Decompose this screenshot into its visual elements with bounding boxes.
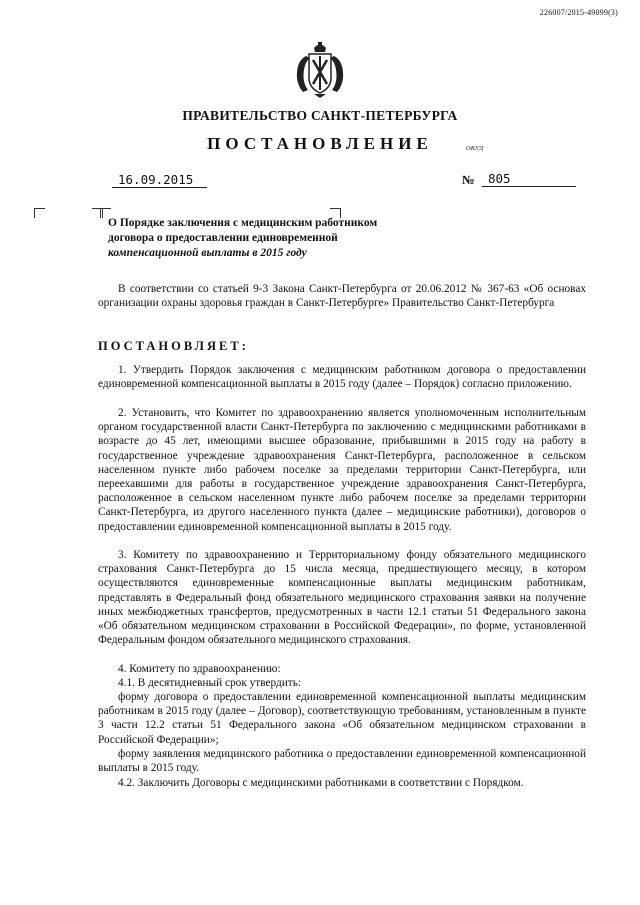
paragraph-2: 2. Установить, что Комитет по здравоохранению является уполномоченным исполнительным органом государственной власти Санкт-Петербурга по заключению с медицинскими работниками в возрасте до 45 лет, имеющими высшее образование, прибывшими в 2015 году на работу в государственное учреждение здравоохранения Санкт-Петербурга, расположенное в сельском населенном пункте либо рабочем поселке за пределами территории Санкт-Петербурга, или переехавшими для работы в государственное учреждение здравоохранения Санкт-Петербурга, расположенное в сельском населенном пункте либо рабочем поселке за пределами территории Санкт-Петербурга, из другого населенного пункта (далее – медицинские работники), договоров о предоставлении единовременной компенсационной выплаты в 2015 году. xyxy=(98,407,586,533)
paragraph-4-2: 4.2. Заключить Договоры с медицинскими работниками в соответствии с Порядком. xyxy=(118,777,524,789)
paragraph-1: 1. Утвердить Порядок заключения с медицинским работником договора о предоставлении единовременной компенсационной выплаты в 2015 году (далее – Порядок) согласно приложению. xyxy=(98,364,586,391)
paragraph-4-1-application-form: форму заявления медицинского работника о предоставлении единовременной компенсационной выплаты в 2015 году. xyxy=(98,748,586,775)
decree-date: 16.09.2015 xyxy=(112,172,207,188)
coat-of-arms-emblem xyxy=(292,40,348,98)
decree-number: 805 xyxy=(482,171,576,187)
resolves-heading: ПОСТАНОВЛЯЕТ: xyxy=(98,339,249,353)
paragraph-3: 3. Комитету по здравоохранению и Территориальному фонду обязательного медицинского страхования Санкт-Петербурга до 15 числа месяца, предшествующего месяцу, в котором осуществляются единовременные компенсационные выплаты медицинским работникам, представлять в Федеральный фонд обязательного медицинского страхования заявки на получение иных межбюджетных трансфертов, предусмотренных в части 12.1 статьи 51 Федерального закона «Об обязательном медицинском страховании в Российской Федерации», по форме, установленной Федеральным фондом обязательного медицинского страхования. xyxy=(98,549,586,647)
decree-title-line-2: договора о предоставлении единовременной xyxy=(108,232,338,244)
decree-number-label: № xyxy=(462,173,475,187)
paragraph-4-1: 4.1. В десятидневный срок утвердить: xyxy=(118,677,302,689)
decree-title-line-1: О Порядке заключения с медицинским работником xyxy=(108,217,378,229)
corner-mark-left xyxy=(34,208,45,218)
decree-title xyxy=(108,216,438,261)
government-name: ПРАВИТЕЛЬСТВО САНКТ-ПЕТЕРБУРГА xyxy=(182,108,458,123)
decree-title-line-3: компенсационной выплаты в 2015 году xyxy=(108,247,307,259)
document-registration-number: 226007/2015-49099(3) xyxy=(539,8,618,17)
preamble-paragraph: В соответствии со статьей 9-3 Закона Санкт-Петербурга от 20.06.2012 № 367-63 «Об основах организации охраны здоровья граждан в Санкт-Петербурге» Правительство Санкт-Петербурга xyxy=(98,283,586,310)
paragraph-4-1-contract-form: форму договора о предоставлении единовременной компенсационной выплаты медицинским работникам в 2015 году (далее – Договор), соответствующую требованиям, установленным в пункте 3 части 12.2 статьи 51 Федерального закона «Об обязательном медицинском страховании в Российской Федерации»; xyxy=(98,691,586,746)
paragraph-4: 4. Комитету по здравоохранению: xyxy=(118,663,281,675)
document-type-heading: ПОСТАНОВЛЕНИЕ xyxy=(207,134,433,153)
okud-label: ОКУД xyxy=(466,145,484,152)
